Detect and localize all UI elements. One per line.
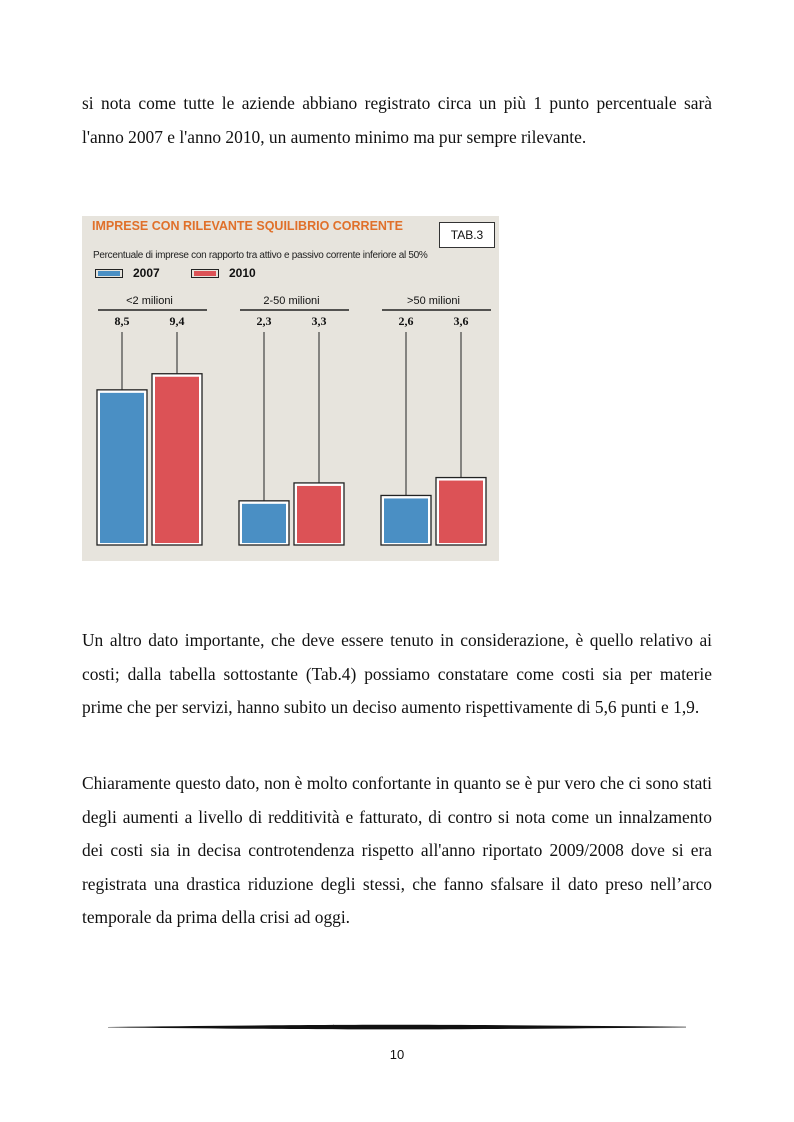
footer-divider: [108, 1022, 686, 1032]
paragraph-conclusion: Chiaramente questo dato, non è molto confortante in quanto se è pur vero che ci sono stati degli aumenti a livello di redditività e fatturato, di contro si nota come un innalzamento dei costi sia in decisa controtendenza rispetto all'anno riportato 2009/2008 dove si era registrata una drastica riduzione degli stessi, che fanno sfalsare il dato preso nell’arco temporale da prima della crisi ad oggi.: [82, 773, 712, 927]
bar: [100, 393, 144, 543]
paragraph-intro: si nota come tutte le aziende abbiano registrato circa un più 1 punto percentuale sarà l'anno 2007 e l'anno 2010, un aumento minimo ma pur sempre rilevante.: [82, 93, 712, 147]
data-label: 2,3: [256, 314, 272, 328]
bar: [242, 504, 286, 543]
category-label: 2-50 milioni: [263, 295, 320, 307]
chart-figure: [82, 216, 499, 561]
data-label: 2,6: [398, 314, 414, 328]
data-label: 3,6: [453, 314, 469, 328]
bar-chart: [82, 216, 499, 561]
chart-title: IMPRESE CON RILEVANTE SQUILIBRIO CORRENTE: [92, 219, 403, 233]
data-label: 8,5: [114, 314, 130, 328]
bar: [155, 377, 199, 543]
paragraph-costs: Un altro dato importante, che deve essere tenuto in considerazione, è quello relativo ai costi; dalla tabella sottostante (Tab.4) possiamo constatare come costi sia per materie prime che per servizi, hanno subito un deciso aumento rispettivamente di 5,6 punti e 1,9.: [82, 630, 712, 717]
data-label: 9,4: [169, 314, 185, 328]
category-label: <2 milioni: [126, 295, 173, 307]
legend-label-2010: 2010: [229, 266, 256, 280]
bar: [297, 486, 341, 543]
category-label: >50 milioni: [407, 295, 460, 307]
data-label: 3,3: [311, 314, 327, 328]
bar: [384, 498, 428, 543]
chart-subtitle: Percentuale di imprese con rapporto tra attivo e passivo corrente inferiore al 50%: [93, 250, 428, 261]
legend-label-2007: 2007: [133, 266, 160, 280]
page-number: 10: [389, 1047, 405, 1062]
tab-label: TAB.3: [439, 222, 495, 248]
bar: [439, 481, 483, 543]
